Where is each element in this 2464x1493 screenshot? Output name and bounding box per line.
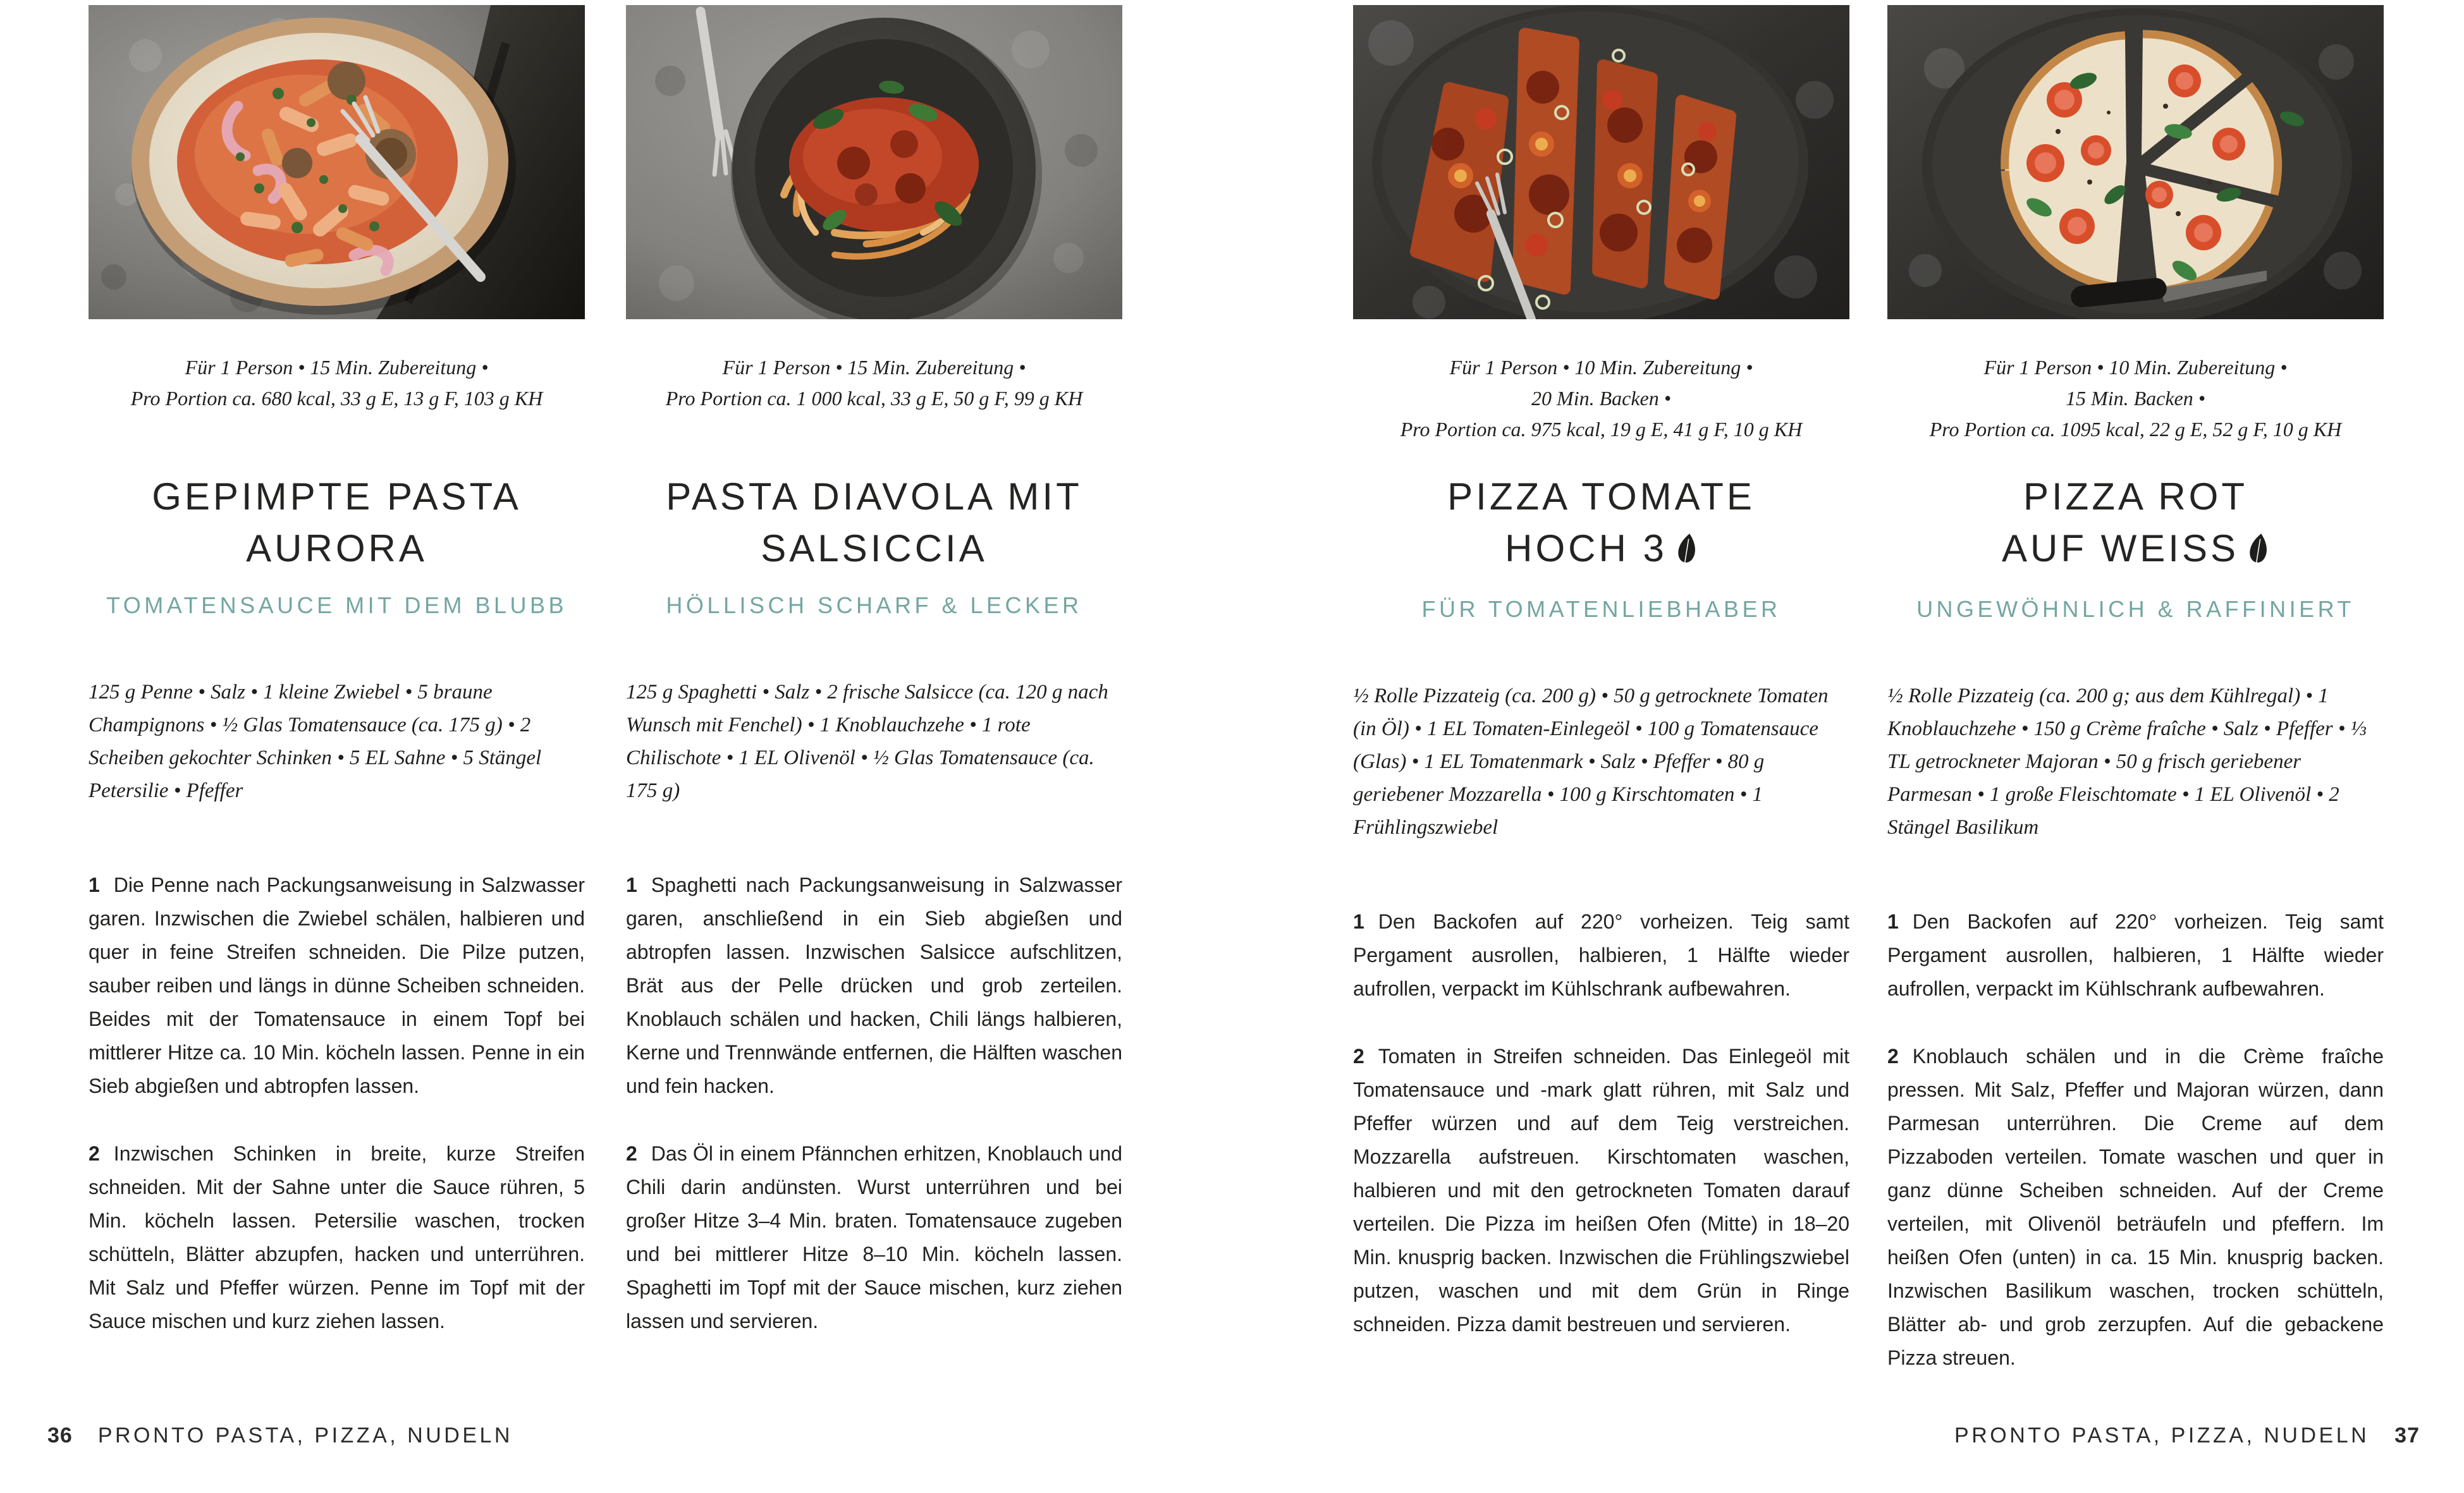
vegetarian-leaf-icon [2248,527,2269,578]
step-number: 2 [89,1142,100,1165]
step-text: Die Penne nach Packungsanweisung in Salzwasser garen. Inzwischen die Zwiebel schälen, halbieren und quer in feine Streifen schneiden. Die Pilze putzen, sauber reiben und längs in dünne Scheiben schneiden. Beides mit der Tomatensauce in einem Topf bei mittlerer Hitze ca. 10 Min. köcheln lassen. Penne in ein Sieb abgießen und abtropfen lassen. [89,874,585,1097]
ingredient-list: ½ Rolle Pizzateig (ca. 200 g; aus dem Kühlregal) • 1 Knoblauchzehe • 150 g Crème fraîche • Salz • Pfeffer • ⅓ TL getrockneter Majoran • 50 g frisch geriebener Parmesan • 1 große Fleischtomate • 1 EL Olivenöl • 2 Stängel Basilikum [1887,685,2367,839]
step-number: 2 [1353,1045,1364,1068]
step-number: 1 [1353,910,1364,933]
step-text: Tomaten in Streifen schneiden. Das Einlegeöl mit Tomatensauce und -mark glatt rühren, mit Salz und Pfeffer würzen und auf dem Teig verstreichen. Mozzarella aufstreuen. Kirschtomaten waschen, halbieren und mit den getrockneten Tomaten darauf verteilen. Die Pizza im heißen Ofen (Mitte) in 18–20 Min. knusprig backen. Inzwischen die Frühlingszwiebel putzen, waschen und mit dem Grün in Ringe schneiden. Pizza damit bestreuen und servieren. [1353,1045,1849,1336]
page-number-left: 36 [47,1423,73,1447]
recipe-column-pasta-diavola [626,0,1122,1338]
step-2 [1887,1040,2384,1375]
photo-spaghetti-diavola [626,5,1122,319]
preparation-steps [1887,905,2384,1375]
recipe-title-line: PIZZA ROT [2023,475,2248,518]
recipe-meta-line: Pro Portion ca. 975 kcal, 19 g E, 41 g F, 10 g KH [1400,418,1803,441]
recipe-meta [1353,352,1849,471]
recipe-meta [1887,352,2384,471]
step-text: Den Backofen auf 220° vorheizen. Teig samt Pergament ausrollen, halbieren, 1 Hälfte wieder aufrollen, verpackt im Kühlschrank aufbewahren. [1353,910,1849,1000]
recipe-column-gepimpte-pasta-aurora [89,0,585,1338]
photo-pizza-tomate [1353,5,1849,319]
recipe-title-line: GEPIMPTE PASTA [152,475,522,518]
preparation-steps [626,868,1122,1338]
recipe-title-line: PASTA DIAVOLA MIT [666,475,1082,518]
page-number-right: 37 [2394,1423,2420,1447]
recipe-subtitle: UNGEWÖHNLICH & RAFFINIERT [1916,596,2355,622]
recipe-column-pizza-rot-auf-weiss [1887,0,2384,1375]
vegetarian-leaf-icon [1676,527,1698,578]
step-number: 1 [89,874,100,896]
step-1 [1887,905,2384,1006]
recipe-title [1887,471,2384,578]
recipe-meta-line: 15 Min. Backen • [2066,387,2205,410]
recipe-meta-line: Pro Portion ca. 680 kcal, 33 g E, 13 g F, 103 g KH [130,387,543,410]
ingredient-list: 125 g Penne • Salz • 1 kleine Zwiebel • 5 braune Champignons • ½ Glas Tomatensauce (ca. 175 g) • 2 Scheiben gekochter Schinken • 5 EL Sahne • 5 Stängel Petersilie • Pfeffer [89,681,542,802]
recipe-title-line: PIZZA TOMATE [1447,475,1755,518]
recipe-meta-line: 20 Min. Backen • [1531,387,1671,410]
recipe-subtitle: TOMATENSAUCE MIT DEM BLUBB [106,592,568,618]
step-text: Spaghetti nach Packungsanweisung in Salzwasser garen, anschließend in ein Sieb abgießen und abtropfen lassen. Inzwischen Salsicce aufschlitzen, Brät aus der Pelle drücken und grob zerteilen. Knoblauch schälen und hacken, Chili längs halbieren, Kerne und Trennwände entfernen, die Hälften waschen und fein hacken. [626,874,1122,1097]
step-text: Knoblauch schälen und in die Crème fraîche pressen. Mit Salz, Pfeffer und Majoran würzen, dann Parmesan unterrühren. Die Creme auf dem Pizzaboden verteilen. Tomate waschen und quer in ganz dünne Scheiben schneiden. Auf der Creme verteilen, mit Olivenöl beträufeln und pfeffern. Im heißen Ofen (unten) in ca. 15 Min. knusprig backen. Inzwischen Basilikum waschen, trocken schütteln, Blätter ab- und grob zerzupfen. Auf die gebackene Pizza streuen. [1887,1045,2384,1369]
recipe-meta-line: Für 1 Person • 10 Min. Zubereitung • [1983,356,2288,379]
page-footer-left [47,1423,513,1448]
recipe-subtitle: HÖLLISCH SCHARF & LECKER [666,592,1082,618]
recipe-title-line: AUF WEISS [2001,527,2240,570]
step-number: 2 [1887,1045,1899,1068]
step-1 [626,868,1122,1103]
step-2 [1353,1040,1849,1341]
recipe-meta-line: Für 1 Person • 15 Min. Zubereitung • [185,356,489,379]
recipe-column-pizza-tomate [1353,0,1849,1341]
step-number: 2 [626,1142,637,1165]
step-text: Den Backofen auf 220° vorheizen. Teig samt Pergament ausrollen, halbieren, 1 Hälfte wieder aufrollen, verpackt im Kühlschrank aufbewahren. [1887,910,2384,1000]
ingredient-list: ½ Rolle Pizzateig (ca. 200 g) • 50 g getrocknete Tomaten (in Öl) • 1 EL Tomaten-Einlegeöl • 100 g Tomatensauce (Glas) • 1 EL Tomatenmark • Salz • Pfeffer • 80 g geriebener Mozzarella • 100 g Kirschtomaten • 1 Frühlingszwiebel [1353,685,1829,839]
recipe-title [1353,471,1849,578]
recipe-title [89,471,585,575]
section-label: PRONTO PASTA, PIZZA, NUDELN [97,1423,513,1447]
recipe-title-line: HOCH 3 [1505,527,1667,570]
photo-penne-aurora-illustration [89,5,585,319]
recipe-title [626,471,1122,575]
step-text: Das Öl in einem Pfännchen erhitzen, Knoblauch und Chili darin andünsten. Wurst unterrühren und bei großer Hitze 3–4 Min. braten. Tomatensauce zugeben und bei mittlerer Hitze 8–10 Min. köcheln lassen. Spaghetti im Topf mit der Sauce mischen, kurz ziehen lassen und servieren. [626,1142,1122,1332]
page-footer-right [1954,1423,2420,1448]
recipe-subtitle: FÜR TOMATENLIEBHABER [1421,596,1781,622]
photo-pizza-rot-auf-weiss [1887,5,2384,319]
step-2 [89,1137,585,1338]
step-2 [626,1137,1122,1338]
step-number: 1 [1887,910,1899,933]
ingredient-list: 125 g Spaghetti • Salz • 2 frische Salsicce (ca. 120 g nach Wunsch mit Fenchel) • 1 Knoblauchzehe • 1 rote Chilischote • 1 EL Olivenöl • ½ Glas Tomatensauce (ca. 175 g) [626,681,1108,802]
photo-penne-aurora [89,5,585,319]
recipe-title-line: SALSICCIA [761,527,988,570]
recipe-meta [626,352,1122,471]
recipe-meta-line: Für 1 Person • 10 Min. Zubereitung • [1449,356,1753,379]
recipe-meta-line: Für 1 Person • 15 Min. Zubereitung • [722,356,1026,379]
recipe-meta-line: Pro Portion ca. 1 000 kcal, 33 g E, 50 g F, 99 g KH [665,387,1083,410]
photo-pizza-rot-auf-weiss-illustration [1887,5,2384,319]
recipe-title-line: AURORA [246,527,427,570]
photo-spaghetti-diavola-illustration [626,5,1122,319]
recipe-meta-line: Pro Portion ca. 1095 kcal, 22 g E, 52 g F, 10 g KH [1929,418,2342,441]
step-1 [89,868,585,1103]
photo-pizza-tomate-illustration [1353,5,1849,319]
step-number: 1 [626,874,637,896]
preparation-steps [1353,905,1849,1341]
section-label: PRONTO PASTA, PIZZA, NUDELN [1954,1423,2370,1447]
step-1 [1353,905,1849,1006]
preparation-steps [89,868,585,1338]
recipe-meta [89,352,585,471]
step-text: Inzwischen Schinken in breite, kurze Streifen schneiden. Mit der Sahne unter die Sauce rühren, 5 Min. köcheln lassen. Petersilie waschen, trocken schütteln, Blätter abzupfen, hacken und unterrühren. Mit Salz und Pfeffer würzen. Penne im Topf mit der Sauce mischen und kurz ziehen lassen. [89,1142,585,1332]
